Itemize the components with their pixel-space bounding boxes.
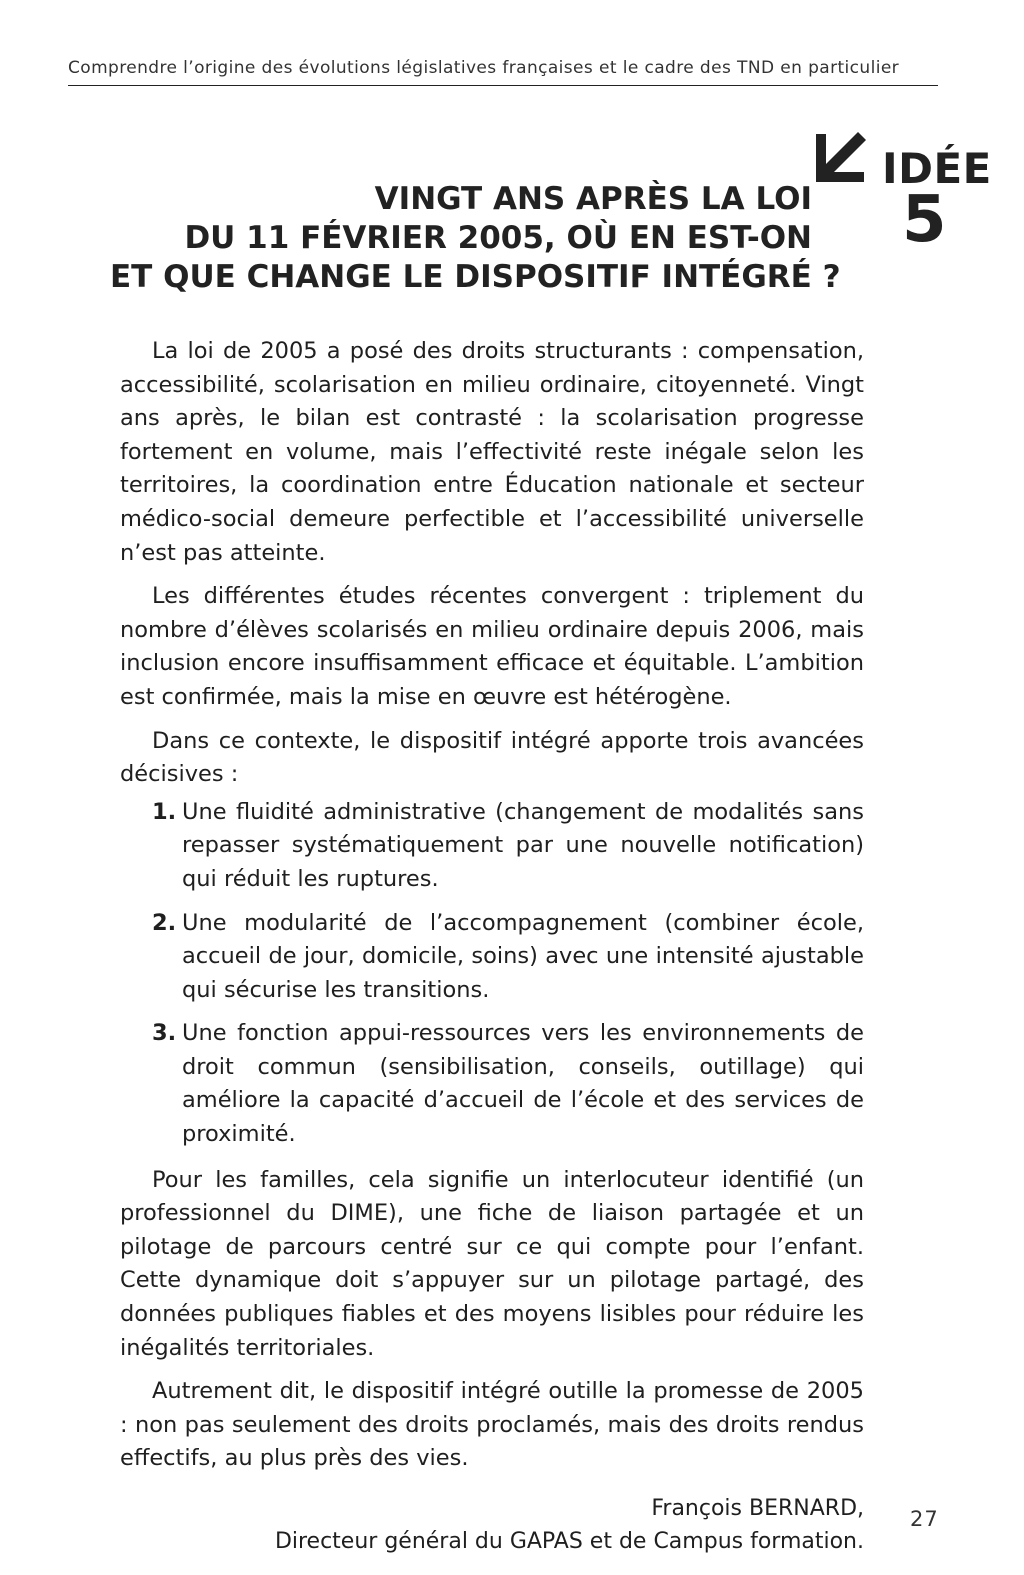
list-item bbox=[120, 907, 864, 1008]
signature-name: François BERNARD, bbox=[651, 1496, 864, 1521]
advances-list bbox=[120, 796, 864, 1152]
header-rule bbox=[68, 85, 938, 86]
title-line: ET QUE CHANGE LE DISPOSITIF INTÉGRÉ ? bbox=[110, 259, 841, 295]
list-item-number: 2. bbox=[152, 909, 177, 936]
paragraph: Dans ce contexte, le dispositif intégré apporte trois avancées décisives : bbox=[120, 727, 864, 788]
arrow-down-left-icon bbox=[812, 126, 870, 188]
idea-number: 5 bbox=[902, 183, 947, 257]
page-number: 27 bbox=[910, 1507, 939, 1531]
list-item bbox=[120, 796, 864, 897]
title-line: VINGT ANS APRÈS LA LOI bbox=[374, 181, 812, 217]
paragraph: Les différentes études récentes convergent : triplement du nombre d’élèves scolarisés en milieu ordinaire depuis 2006, mais inclusion encore insuffisamment efficace et équitable. L’ambition est confirmée, mais la mise en œuvre est hétérogène. bbox=[120, 583, 864, 710]
signature-role: Directeur général du GAPAS et de Campus formation. bbox=[274, 1529, 864, 1554]
list-item-text: Une modularité de l’accompagnement (combiner école, accueil de jour, domicile, soins) avec une intensité ajustable qui sécurise les transitions. bbox=[182, 909, 864, 1003]
paragraph: La loi de 2005 a posé des droits structurants : compensation, accessibilité, scolarisation en milieu ordinaire, citoyenneté. Vingt ans après, le bilan est contrasté : la scolarisation progresse fortement en volume, mais l’effectivité reste inégale selon les territoires, la coordination entre Éducation nationale et secteur médico-social demeure perfectible et l’accessibilité universelle n’est pas atteinte. bbox=[120, 338, 864, 566]
running-header: Comprendre l’origine des évolutions législatives françaises et le cadre des TND en particulier bbox=[68, 58, 900, 78]
paragraph: Pour les familles, cela signifie un interlocuteur identifié (un professionnel du DIME), une fiche de liaison partagée et un pilotage de parcours centré sur ce qui compte pour l’enfant. Cette dynamique doit s’appuyer sur un pilotage partagé, des données publiques fiables et des moyens lisibles pour réduire les inégalités territoriales. bbox=[120, 1166, 864, 1361]
article-body bbox=[120, 335, 864, 1558]
title-line: DU 11 FÉVRIER 2005, OÙ EN EST-ON bbox=[184, 220, 812, 256]
list-item bbox=[120, 1017, 864, 1151]
signature bbox=[120, 1492, 864, 1558]
idea-label: IDÉE bbox=[882, 144, 992, 193]
idea-badge bbox=[812, 120, 992, 260]
list-item-number: 3. bbox=[152, 1020, 177, 1047]
page-title bbox=[110, 180, 841, 297]
paragraph: Autrement dit, le dispositif intégré outille la promesse de 2005 : non pas seulement des droits proclamés, mais des droits rendus effectifs, au plus près des vies. bbox=[120, 1378, 864, 1472]
list-item-text: Une fonction appui-ressources vers les environnements de droit commun (sensibilisation, conseils, outillage) qui améliore la capacité d’accueil de l’école et des services de proximité. bbox=[182, 1020, 864, 1148]
list-item-number: 1. bbox=[152, 798, 177, 825]
list-item-text: Une fluidité administrative (changement de modalités sans repasser systématiquement par une nouvelle notification) qui réduit les ruptures. bbox=[182, 798, 864, 892]
